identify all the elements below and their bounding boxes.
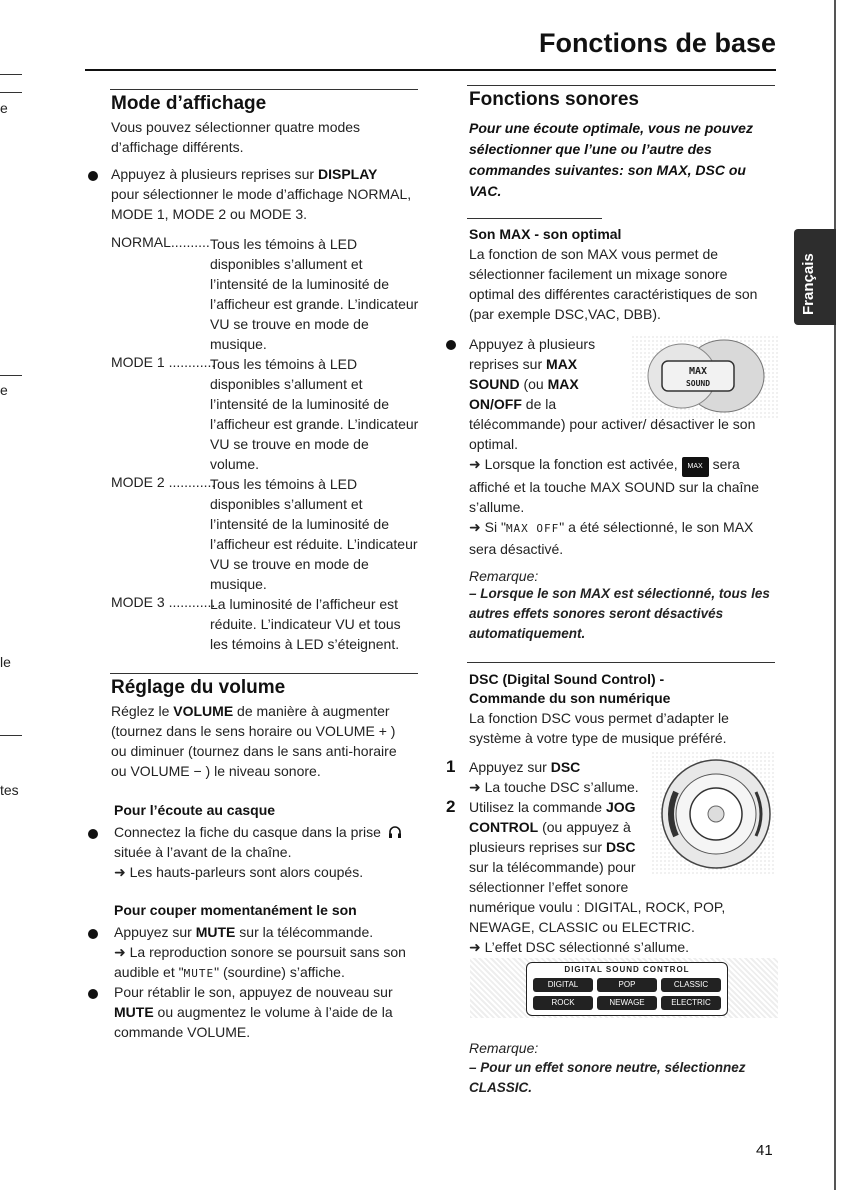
- mode-label-normal: NORMAL..........: [111, 234, 210, 250]
- lcd-text: MAX OFF: [505, 522, 560, 535]
- max-step-cont: télécommande) pour activer/ désactiver le son optimal. ➜ Lorsque la fonction est activée, MAX sera affiché et la touche MAX SOUND sur la chaîne s’allume. ➜ Si "MAX OFF" a été sélectionné, le son MAX sera désactivé.: [469, 416, 759, 557]
- margin-fragment: e: [0, 100, 8, 116]
- margin-rule: [0, 92, 22, 93]
- arrow-icon: ➜: [469, 519, 481, 535]
- arrow-icon: ➜: [469, 779, 481, 795]
- mode-label-2: MODE 2 ............: [111, 474, 216, 490]
- max-sound-button-illustration: [632, 336, 780, 418]
- arrow-icon: ➜: [114, 944, 126, 960]
- section-rule: [467, 662, 775, 663]
- section-rule: [467, 218, 602, 219]
- dsc-mode-rock: ROCK: [533, 996, 593, 1010]
- margin-rule: [0, 375, 22, 376]
- display-step: Appuyez à plusieurs reprises sur DISPLAY pour sélectionner le mode d’affichage NORMAL, MODE 1, MODE 2 ou MODE 3.: [111, 166, 412, 222]
- headphones-icon: [388, 825, 402, 839]
- mute-key: MUTE: [114, 1004, 154, 1020]
- margin-fragment: e: [0, 382, 8, 398]
- dsc-step-1: Appuyez sur DSC ➜ La touche DSC s’allume.: [469, 759, 639, 795]
- arrow-icon: ➜: [114, 864, 126, 880]
- max-note: – Lorsque le son MAX est sélectionné, tous les autres effets sonores seront désactivés automatiquement.: [469, 586, 770, 641]
- page-number: 41: [756, 1142, 773, 1159]
- mute-body: Appuyez sur MUTE sur la télécommande. ➜ La reproduction sonore se poursuit sans son audible et "MUTE" (sourdine) s’affiche.: [114, 924, 406, 980]
- max-badge: MAX: [682, 457, 709, 477]
- margin-fragment: tes: [0, 782, 19, 798]
- section-rule: [110, 673, 418, 674]
- volume-body: Réglez le VOLUME de manière à augmenter (tournez dans le sens horaire ou VOLUME + ) ou diminuer (tournez dans le sans anti-horaire ou VOLUME − ) le niveau sonore.: [111, 703, 397, 779]
- lcd-text: MUTE: [183, 967, 215, 980]
- dsc-note: – Pour un effet sonore neutre, sélectionnez CLASSIC.: [469, 1060, 746, 1095]
- arrow-icon: ➜: [469, 939, 481, 955]
- display-key: DISPLAY: [318, 166, 378, 182]
- step-number: 2: [446, 797, 456, 816]
- margin-fragment: le: [0, 654, 11, 670]
- headphones-heading: Pour l’écoute au casque: [114, 802, 276, 818]
- dsc-mode-newage: NEWAGE: [597, 996, 657, 1010]
- dsc-panel: [526, 962, 728, 1016]
- volume-key: VOLUME: [173, 703, 234, 719]
- mode-description: La luminosité de l’afficheur est réduite. L’indicateur VU et tous les témoins à LED s’éteignent.: [210, 596, 401, 652]
- section-rule: [467, 85, 775, 86]
- dsc-mode-classic: CLASSIC: [661, 978, 721, 992]
- dsc-panel-title: DIGITAL SOUND CONTROL: [564, 965, 690, 974]
- display-mode-heading: Mode d’affichage: [111, 93, 267, 114]
- mode-label-1: MODE 1 ............: [111, 354, 216, 370]
- mute-heading: Pour couper momentanément le son: [114, 902, 357, 918]
- dsc-heading: DSC (Digital Sound Control) - Commande du son numérique: [469, 671, 671, 706]
- mode-description: Tous les témoins à LED disponibles s’allument et l’intensité de la luminosité de l’afficheur est grande. L’indicateur VU se trouve en mode de volume.: [210, 356, 419, 472]
- max-body: La fonction de son MAX vous permet de sélectionner facilement un mixage sonore optimal des différentes caractéristiques de son (par exemple DSC,VAC, DBB).: [469, 246, 758, 322]
- display-intro: Vous pouvez sélectionner quatre modes d’affichage différents.: [111, 119, 361, 155]
- dsc-step-2: Utilisez la commande JOG CONTROL (ou appuyez à plusieurs reprises sur DSC sur la télécommande) pour sélectionner l’effet sonore numérique voulu : DIGITAL, ROCK, POP, NEWAGE, CLASSIC ou ELECTRIC. ➜ L’effet DSC sélectionné s’allume.: [469, 799, 726, 955]
- headphones-body: Connectez la fiche du casque dans la prise située à l’avant de la chaîne. ➜ Les hauts-parleurs sont alors coupés.: [114, 822, 402, 882]
- max-heading: Son MAX - son optimal: [469, 226, 622, 242]
- volume-heading: Réglage du volume: [111, 677, 286, 698]
- title-rule: [85, 69, 776, 71]
- dsc-mode-electric: ELECTRIC: [661, 996, 721, 1010]
- restore-body: Pour rétablir le son, appuyez de nouveau sur MUTE ou augmentez le volume à l’aide de la commande VOLUME.: [114, 984, 393, 1040]
- mode-description: Tous les témoins à LED disponibles s’allument et l’intensité de la luminosité de l’afficheur est grande. L’indicateur VU se trouve en mode de musique.: [210, 236, 419, 352]
- language-tab-label: Français: [800, 253, 817, 315]
- bullet: [88, 829, 98, 839]
- dsc-note-title: Remarque:: [469, 1040, 539, 1056]
- language-tab: [794, 229, 836, 325]
- sound-functions-heading: Fonctions sonores: [469, 89, 639, 110]
- mode-label-3: MODE 3 ............: [111, 594, 216, 610]
- button-label: SOUND: [685, 379, 711, 388]
- step-number: 1: [446, 757, 456, 776]
- dsc-mode-digital: DIGITAL: [533, 978, 593, 992]
- max-step: Appuyez à plusieurs reprises sur MAX SOUND (ou MAX ON/OFF de la: [469, 336, 596, 412]
- button-label: MAX: [688, 366, 708, 377]
- margin-rule: [0, 735, 22, 736]
- bullet: [446, 340, 456, 350]
- arrow-icon: ➜: [469, 456, 481, 472]
- page-title: Fonctions de base: [538, 28, 776, 58]
- bullet: [88, 929, 98, 939]
- margin-rule: [0, 74, 22, 75]
- bullet: [88, 171, 98, 181]
- mode-description: Tous les témoins à LED disponibles s’allument et l’intensité de la luminosité de l’afficheur est réduite. L’indicateur VU se trouve en mode de musique.: [210, 476, 418, 592]
- mute-key: MUTE: [195, 924, 236, 940]
- dsc-body: La fonction DSC vous permet d’adapter le système à votre type de musique préféré.: [469, 710, 729, 746]
- section-rule: [110, 89, 418, 90]
- jog-control-illustration: [652, 752, 774, 874]
- page-edge-line: [834, 0, 836, 1190]
- bullet: [88, 989, 98, 999]
- max-note-title: Remarque:: [469, 568, 539, 584]
- dsc-key: DSC: [550, 759, 581, 775]
- sound-intro: Pour une écoute optimale, vous ne pouvez sélectionner que l’une ou l’autre des commandes suivantes: son MAX, DSC ou VAC.: [469, 120, 753, 199]
- dsc-mode-pop: POP: [597, 978, 657, 992]
